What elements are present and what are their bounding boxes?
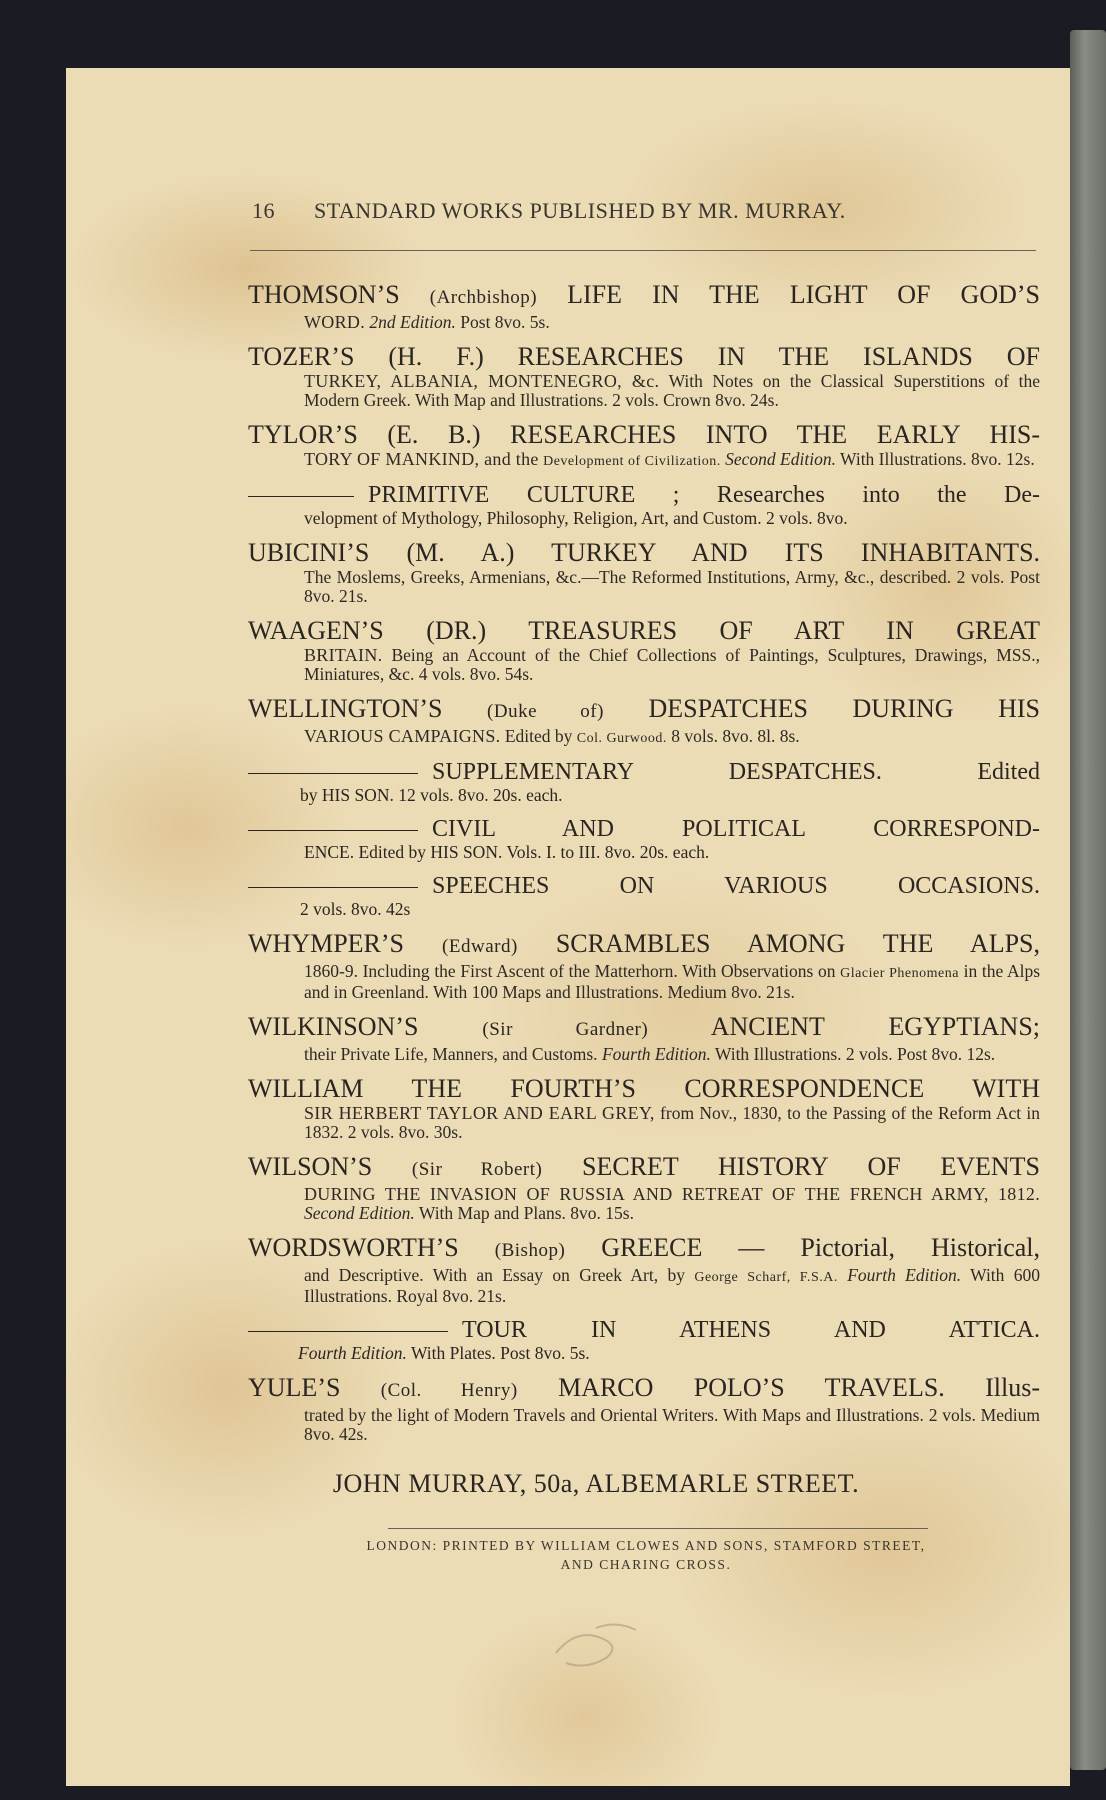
book-title: GREECE — Pictorial, Historical, <box>601 1233 1040 1262</box>
entry-wellington <box>248 694 1040 748</box>
book-details: ENCE. Edited by HIS SON. Vols. I. to III. 8vo. 20s. each. <box>304 842 710 862</box>
entry-tylor-culture <box>248 481 1040 528</box>
book-details: in the Alps and in Greenland. With 100 Maps and Illustrations. Medium 8vo. 21s. <box>304 961 1041 1002</box>
book-title: TOUR IN ATHENS AND ATTICA. <box>462 1317 1040 1343</box>
page-number: 16 <box>252 198 275 223</box>
entry-tozer <box>248 342 1040 410</box>
entry-wordsworth <box>248 1233 1040 1306</box>
book-title: RESEARCHES INTO THE EARLY HIS- <box>510 420 1041 449</box>
book-title: SCRAMBLES AMONG THE ALPS, <box>555 929 1041 958</box>
author-qualifier: (H. F.) <box>388 342 484 371</box>
author-name: WAAGEN’S <box>248 616 384 645</box>
author-name: THOMSON’S <box>248 280 400 309</box>
ditto-dash <box>248 887 418 888</box>
author-qualifier: (M. A.) <box>406 538 515 567</box>
printer-line-2: AND CHARING CROSS. <box>560 1557 732 1572</box>
book-title: DESPATCHES DURING HIS <box>648 694 1041 723</box>
entry-wellington-supplementary <box>248 758 1040 805</box>
subtitle-small-caps: Development of Civilization. <box>543 454 721 469</box>
edition: 2nd Edition. <box>369 312 456 332</box>
author-name: TOZER’S <box>248 342 355 371</box>
book-details: Post 8vo. 5s. <box>460 312 550 332</box>
book-details: 8 vols. 8vo. 8l. 8s. <box>671 726 800 746</box>
entry-whymper <box>248 929 1040 1002</box>
title-continuation: TURKEY, ALBANIA, MONTENEGRO, &c. <box>304 371 660 391</box>
entry-wordsworth-tour <box>248 1316 1040 1363</box>
contributor-name: George Scharf, F.S.A. <box>694 1270 838 1285</box>
book-title: ANCIENT EGYPTIANS; <box>710 1012 1040 1041</box>
imprint-rule <box>388 1528 928 1529</box>
book-details: With Map and Plans. 8vo. 15s. <box>418 1203 634 1223</box>
title-continuation: WORD. <box>304 312 365 332</box>
author-qualifier: (Edward) <box>442 936 518 957</box>
book-title: PRIMITIVE CULTURE ; Researches into the De- <box>368 482 1040 508</box>
author-name: WILSON’S <box>248 1152 373 1181</box>
book-details: With 600 Illustrations. Royal 8vo. 21s. <box>304 1265 1041 1306</box>
book-title: SECRET HISTORY OF EVENTS <box>582 1152 1041 1181</box>
author-name: UBICINI’S <box>248 538 370 567</box>
book-details: With Notes on the Classical Superstitions of the Modern Greek. With Map and Illustrations. 2 vols. Crown 8vo. 24s. <box>304 371 1040 410</box>
title-continuation: BRITAIN. <box>304 645 383 665</box>
book-title: TURKEY AND ITS INHABITANTS. <box>551 538 1041 567</box>
author-name: WORDSWORTH’S <box>248 1233 459 1262</box>
book-description: 1860-9. Including the First Ascent of the Matterhorn. With Observations on <box>304 961 836 981</box>
author-name: TYLOR’S <box>248 420 358 449</box>
ditto-dash <box>248 773 418 774</box>
publisher-imprint: JOHN MURRAY, 50a, ALBEMARLE STREET. <box>332 1469 860 1498</box>
title-continuation: DURING THE INVASION OF RUSSIA AND RETREAT OF THE FRENCH ARMY, 1812. <box>304 1184 1040 1204</box>
title-continuation: TORY OF MANKIND, and the <box>304 449 539 469</box>
book-title: LIFE IN THE LIGHT OF GOD’S <box>567 280 1041 309</box>
book-details: 2 vols. 8vo. 42s <box>300 899 411 919</box>
author-qualifier: (DR.) <box>426 616 487 645</box>
book-details: velopment of Mythology, Philosophy, Religion, Art, and Custom. 2 vols. 8vo. <box>304 508 848 528</box>
book-title: CIVIL AND POLITICAL CORRESPOND- <box>432 816 1040 842</box>
author-qualifier: (Sir Robert) <box>411 1159 543 1180</box>
editor-label: Edited by <box>504 726 573 746</box>
entry-wellington-civil <box>248 815 1040 862</box>
book-details: Being an Account of the Chief Collections of Paintings, Sculptures, Drawings, MSS., Miniatures, &c. 4 vols. 8vo. 54s. <box>304 645 1040 684</box>
book-details: With Illustrations. 2 vols. Post 8vo. 12s. <box>714 1044 996 1064</box>
author-name: WHYMPER’S <box>248 929 405 958</box>
entry-thomson <box>248 280 1040 332</box>
ditto-dash <box>248 496 354 497</box>
entry-william-the-fourth <box>248 1074 1040 1142</box>
edition: Second Edition. <box>725 449 836 469</box>
page-edge <box>1070 30 1106 1770</box>
book-description: and Descriptive. With an Essay on Greek Art, by <box>304 1265 685 1285</box>
ditto-dash <box>248 1331 448 1332</box>
book-details: trated by the light of Modern Travels and Oriental Writers. With Maps and Illustrations. 2 vols. Medium 8vo. 42s. <box>304 1405 1040 1444</box>
running-title: STANDARD WORKS PUBLISHED BY MR. MURRAY. <box>314 198 846 223</box>
entry-wilson <box>248 1152 1040 1223</box>
edition: Fourth Edition. <box>601 1044 711 1064</box>
book-title: RESEARCHES IN THE ISLANDS OF <box>517 342 1040 371</box>
book-page <box>66 68 1070 1786</box>
edition: Second Edition. <box>304 1203 415 1223</box>
entry-ubicini <box>248 538 1040 606</box>
author-name: WILKINSON’S <box>248 1012 419 1041</box>
book-details: The Moslems, Greeks, Armenians, &c.—The Reformed Institutions, Army, &c., described. 2 vols. Post 8vo. 21s. <box>304 567 1040 606</box>
author-qualifier: (Archbishop) <box>429 287 538 308</box>
entry-wellington-speeches <box>248 872 1040 919</box>
author-qualifier: (Duke of) <box>487 701 604 722</box>
author-qualifier: (Sir Gardner) <box>482 1019 649 1040</box>
entry-tylor <box>248 420 1040 471</box>
author-qualifier: (E. B.) <box>387 420 481 449</box>
book-details: With Illustrations. 8vo. 12s. <box>840 449 1035 469</box>
edition: Fourth Edition. <box>298 1343 407 1363</box>
entry-waagen <box>248 616 1040 684</box>
book-title: WILLIAM THE FOURTH’S CORRESPONDENCE WITH <box>248 1074 1040 1103</box>
title-continuation: SIR HERBERT TAYLOR AND EARL GREY, <box>304 1103 655 1123</box>
book-details: by HIS SON. 12 vols. 8vo. 20s. each. <box>300 785 563 805</box>
book-title: SPEECHES ON VARIOUS OCCASIONS. <box>432 873 1040 899</box>
author-name: YULE’S <box>248 1373 341 1402</box>
author-qualifier: (Col. Henry) <box>380 1380 518 1401</box>
title-continuation: VARIOUS CAMPAIGNS. <box>304 726 501 746</box>
book-details: With Plates. Post 8vo. 5s. <box>410 1343 590 1363</box>
entry-wilkinson <box>248 1012 1040 1064</box>
printer-line-1: LONDON: PRINTED BY WILLIAM CLOWES AND SONS, STAMFORD STREET, <box>366 1538 926 1553</box>
subject-small-caps: Glacier Phenomena <box>840 966 959 981</box>
printer-colophon <box>296 1536 996 1574</box>
editor-name: Col. Gurwood. <box>576 731 667 746</box>
header-rule <box>250 250 1036 251</box>
book-title: SUPPLEMENTARY DESPATCHES. Edited <box>432 759 1040 785</box>
running-header <box>252 198 972 224</box>
book-title: TREASURES OF ART IN GREAT <box>528 616 1040 645</box>
edition: Fourth Edition. <box>847 1265 962 1285</box>
book-title: MARCO POLO’S TRAVELS. Illus- <box>558 1373 1041 1402</box>
catalogue-entries <box>248 280 1040 1454</box>
author-name: WELLINGTON’S <box>248 694 443 723</box>
entry-yule <box>248 1373 1040 1444</box>
ditto-dash <box>248 830 418 831</box>
book-description: their Private Life, Manners, and Customs. <box>304 1044 598 1064</box>
book-details: from Nov., 1830, to the Passing of the Reform Act in 1832. 2 vols. 8vo. 30s. <box>304 1103 1041 1142</box>
pencil-mark <box>546 1608 656 1678</box>
author-qualifier: (Bishop) <box>494 1240 566 1261</box>
